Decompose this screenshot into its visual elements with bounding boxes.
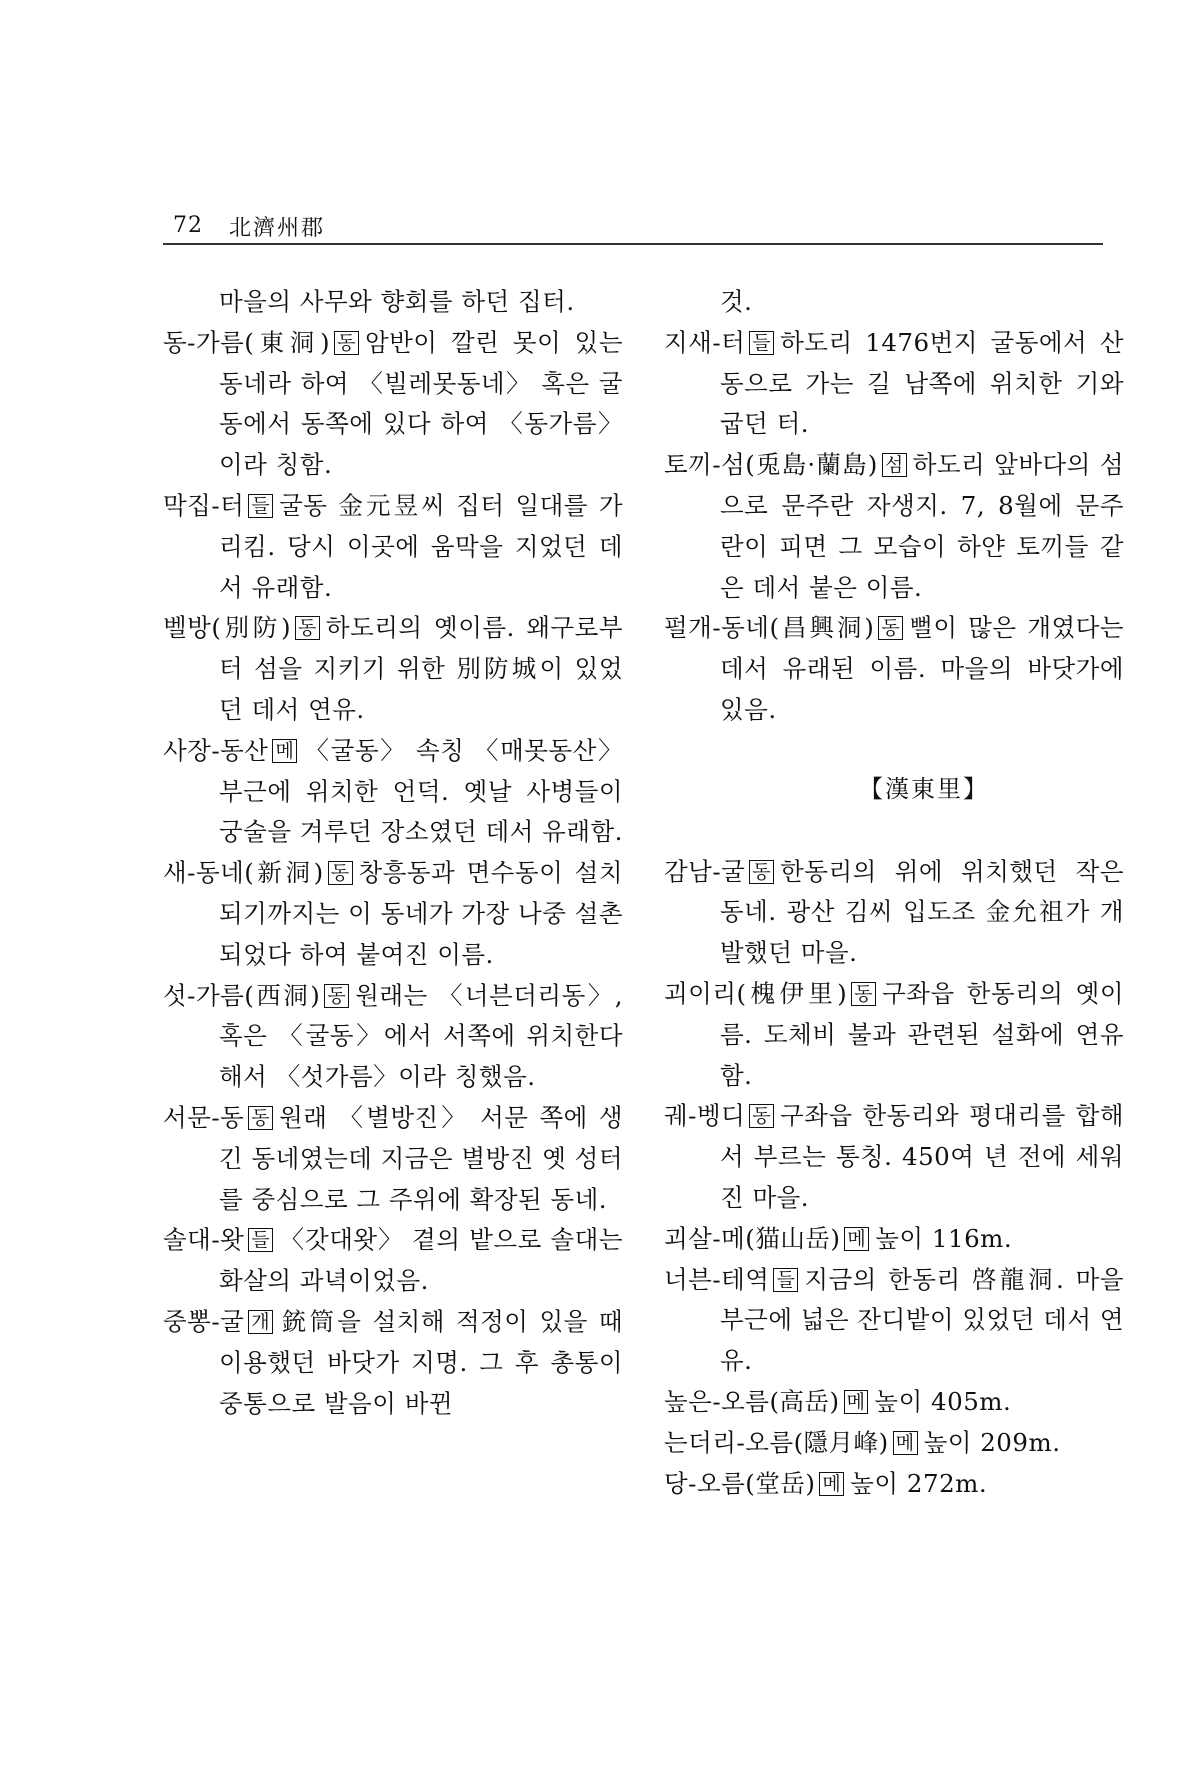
entry-headword: 토끼-섬(兎島·蘭島) xyxy=(664,450,878,480)
page-header xyxy=(163,205,1103,245)
entry-headword: 서문-동 xyxy=(163,1102,245,1132)
dictionary-entry xyxy=(664,323,1124,445)
category-badge: 들 xyxy=(248,1228,273,1252)
category-badge: 동 xyxy=(749,860,774,884)
entry-definition: 〈굴동〉 속칭 〈매못동산〉 부근에 위치한 언덕. 옛날 사병들이 궁술을 겨루던 장소였던 데서 유래함. xyxy=(219,735,623,847)
category-badge: 동 xyxy=(248,1106,273,1130)
category-badge: 메 xyxy=(844,1390,869,1414)
dictionary-entry xyxy=(163,976,623,1098)
dictionary-entry xyxy=(664,1219,1124,1260)
entry-headword: 중뽕-굴 xyxy=(163,1306,245,1336)
entry-definition: 銃筒을 설치해 적정이 있을 때 이용했던 바닷가 지명. 그 후 총통이 중통으로 발음이 바뀐 xyxy=(219,1306,623,1418)
entry-headword: 지새-터 xyxy=(664,327,746,357)
entry-definition: 한동리의 위에 위치했던 작은 동네. 광산 김씨 입도조 金允祖가 개발했던 마을. xyxy=(720,856,1124,968)
entry-headword: 새-동네(新洞) xyxy=(163,858,324,888)
category-badge: 들 xyxy=(248,494,273,518)
entry-headword: 벨방(別防) xyxy=(163,613,292,643)
entry-continuation xyxy=(664,282,1124,323)
entry-headword: 동-가름(東洞) xyxy=(163,327,331,357)
entry-definition: 높이 209m. xyxy=(923,1427,1061,1457)
dictionary-entry xyxy=(163,486,623,608)
entry-definition: 〈갓대왓〉 곁의 밭으로 솔대는 화살의 과녁이었음. xyxy=(219,1225,623,1296)
dictionary-entry xyxy=(664,1423,1124,1464)
dictionary-entry xyxy=(163,608,623,730)
entry-headword: 괴살-메(猫山岳) xyxy=(664,1223,841,1253)
dictionary-entry xyxy=(163,1302,623,1424)
entry-definition: 원래 〈별방진〉 서문 쪽에 생긴 동네였는데 지금은 별방진 옛 성터를 중심으로 그 주위에 확장된 동네. xyxy=(219,1102,623,1214)
dictionary-entry xyxy=(664,1382,1124,1423)
category-badge: 메 xyxy=(844,1227,869,1251)
dictionary-entry xyxy=(664,974,1124,1096)
entry-definition: 높이 405m. xyxy=(874,1386,1012,1416)
dictionary-entry xyxy=(163,731,623,853)
entry-definition: 창흥동과 면수동이 설치되기까지는 이 동네가 가장 나중 설촌되었다 하여 붙여진 이름. xyxy=(219,858,623,969)
category-badge: 동 xyxy=(328,861,353,885)
entry-headword: 막집-터 xyxy=(163,490,245,520)
entry-headword: 는더리-오름(隱月峰) xyxy=(664,1427,889,1457)
entry-definition: 구좌읍 한동리와 평대리를 합해서 부르는 통칭. 450여 년 전에 세워진 마을. xyxy=(720,1101,1124,1212)
dictionary-entry xyxy=(163,323,623,486)
dictionary-entry xyxy=(664,608,1124,730)
entry-continuation xyxy=(163,282,623,323)
section-title: 【漢東里】 xyxy=(859,774,989,803)
dictionary-entry xyxy=(163,1098,623,1220)
entry-definition: 뻘이 많은 개였다는 데서 유래된 이름. 마을의 바닷가에 있음. xyxy=(720,613,1124,724)
entry-headword: 솔대-왓 xyxy=(163,1225,245,1255)
category-badge: 메 xyxy=(272,739,297,763)
entry-definition: 높이 272m. xyxy=(850,1468,988,1498)
category-badge: 섬 xyxy=(882,453,907,477)
category-badge: 동 xyxy=(295,616,320,640)
entry-definition: 암반이 깔린 못이 있는 동네라 하여 〈빌레못동네〉 혹은 굴동에서 동쪽에 있다 하여 〈동가름〉이라 칭함. xyxy=(219,327,623,480)
entry-definition: 굴동 金元昱씨 집터 일대를 가리킴. 당시 이곳에 움막을 지었던 데서 유래함. xyxy=(219,490,623,602)
category-badge: 메 xyxy=(819,1472,844,1496)
entry-definition: 하도리의 옛이름. 왜구로부터 섬을 지키기 위한 別防城이 있었던 데서 연유. xyxy=(219,613,623,724)
left-column xyxy=(163,282,623,1424)
entry-definition: 하도리 앞바다의 섬으로 문주란 자생지. 7, 8월에 문주란이 피면 그 모습이 하얀 토끼들 같은 데서 붙은 이름. xyxy=(720,450,1124,602)
entry-definition: 구좌읍 한동리의 옛이름. 도체비 불과 관련된 설화에 연유함. xyxy=(720,978,1124,1090)
entry-headword: 사장-동산 xyxy=(163,735,269,765)
entry-definition: 마을의 사무와 향회를 하던 집터. xyxy=(219,287,575,316)
entry-definition: 높이 116m. xyxy=(875,1223,1013,1253)
entry-headword: 높은-오름(高岳) xyxy=(664,1386,840,1416)
category-badge: 들 xyxy=(749,331,774,355)
dictionary-entry xyxy=(664,1260,1124,1382)
entry-headword: 펄개-동네(昌興洞) xyxy=(664,613,875,643)
category-badge: 동 xyxy=(851,982,876,1006)
entry-definition: 지금의 한동리 啓龍洞. 마을 부근에 넓은 잔디밭이 있었던 데서 연유. xyxy=(720,1264,1124,1376)
entry-headword: 괴이리(槐伊里) xyxy=(664,978,848,1008)
category-badge: 들 xyxy=(773,1268,798,1292)
dictionary-entry xyxy=(664,1096,1124,1218)
dictionary-entry xyxy=(664,1464,1124,1505)
entry-headword: 궤-벵디 xyxy=(664,1101,746,1131)
dictionary-entry xyxy=(664,445,1124,608)
dictionary-entry xyxy=(163,1220,623,1302)
category-badge: 개 xyxy=(248,1310,273,1334)
category-badge: 동 xyxy=(878,616,903,640)
page-number: 72 xyxy=(173,213,203,238)
entry-definition: 하도리 1476번지 굴동에서 산동으로 가는 길 남쪽에 위치한 기와 굽던 터. xyxy=(720,327,1124,439)
category-badge: 동 xyxy=(749,1104,774,1128)
category-badge: 메 xyxy=(893,1431,918,1455)
entry-headword: 너븐-테역 xyxy=(664,1264,770,1294)
dictionary-entry xyxy=(664,852,1124,974)
running-title: 北濟州郡 xyxy=(229,216,326,241)
right-column xyxy=(664,282,1124,1504)
entry-definition: 것. xyxy=(720,287,753,316)
category-badge: 동 xyxy=(324,984,349,1008)
entry-headword: 섯-가름(西洞) xyxy=(163,980,321,1010)
entry-definition: 원래는 〈너븐더리동〉, 혹은 〈굴동〉에서 서쪽에 위치한다 해서 〈섯가름〉이라 칭했음. xyxy=(219,980,623,1092)
entry-headword: 감남-굴 xyxy=(664,856,746,886)
entry-headword: 당-오름(堂岳) xyxy=(664,1468,816,1498)
dictionary-entry xyxy=(163,853,623,975)
category-badge: 동 xyxy=(334,331,359,355)
